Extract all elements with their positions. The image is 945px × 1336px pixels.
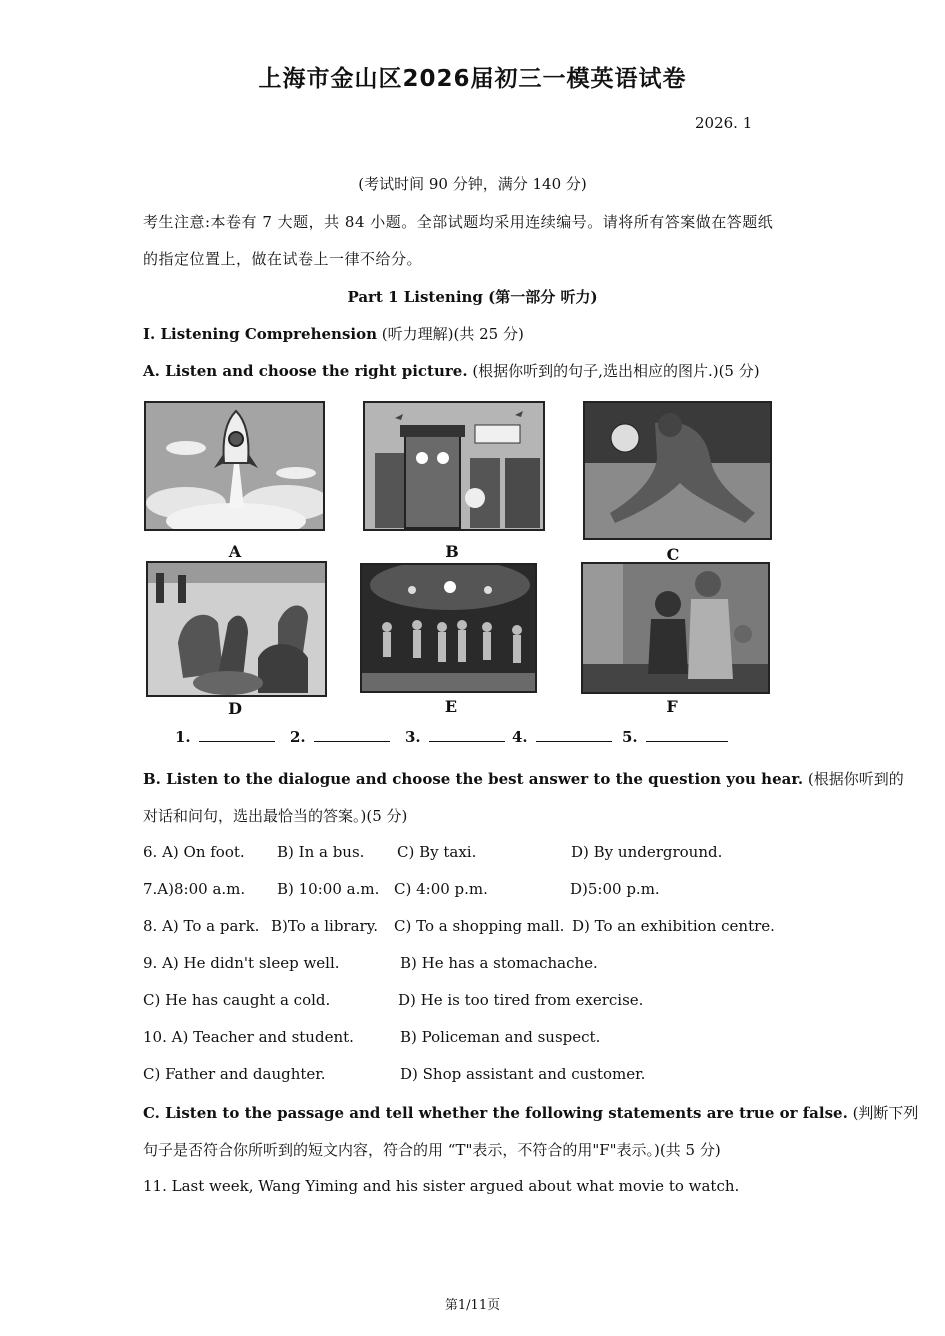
blank-1[interactable] <box>175 727 275 746</box>
picture-b-label: B <box>445 542 459 561</box>
q7-option-a: 7.A)8:00 a.m. <box>143 880 246 898</box>
recycling-bins-picture-icon <box>365 403 545 531</box>
picture-e-label: E <box>444 697 458 716</box>
blank-4[interactable] <box>512 727 612 746</box>
exam-date: 2026. 1 <box>695 114 753 132</box>
section-c-instruction-line-2: 句子是否符合你所听到的短文内容，符合的用 “T"表示，不符合的用"F"表示。)(共 5 分) <box>143 1141 721 1159</box>
notice-line-2: 的指定位置上，做在试卷上一律不给分。 <box>143 250 423 268</box>
picture-d-label: D <box>228 699 242 718</box>
section1-title: I. Listening Comprehension <box>143 325 378 343</box>
section1-heading <box>143 323 524 344</box>
page-number: 第1/11页 <box>444 1298 501 1313</box>
q10-option-a: 10. A) Teacher and student. <box>143 1028 354 1046</box>
section-a-instruction <box>143 360 760 381</box>
picture-a <box>144 401 325 531</box>
q10-option-d: D) Shop assistant and customer. <box>400 1065 646 1083</box>
blank-5-line[interactable] <box>646 727 728 742</box>
q9-option-d: D) He is too tired from exercise. <box>398 991 644 1009</box>
rocket-launch-picture-icon <box>146 403 325 531</box>
notice-line-1: 考生注意:本卷有 7 大题，共 84 小题。全部试题均采用连续编号。请将所有答案做在答题纸 <box>143 213 774 231</box>
section-c-instruction-line-1 <box>143 1102 918 1123</box>
blank-4-line[interactable] <box>536 727 612 742</box>
blank-2-number: 2. <box>290 728 306 746</box>
section-b-instruction-en: B. Listen to the dialogue and choose the best answer to the question you hear. <box>143 770 804 788</box>
picture-e <box>360 563 537 693</box>
q8-option-c: C) To a shopping mall. <box>394 917 565 935</box>
beach-volleyball-picture-icon <box>585 403 772 540</box>
picture-f <box>581 562 770 694</box>
q7-option-c: C) 4:00 p.m. <box>394 880 488 898</box>
q7-option-b: B) 10:00 a.m. <box>277 880 380 898</box>
family-outdoor-picture-icon <box>583 564 770 694</box>
q9-option-a: 9. A) He didn't sleep well. <box>143 954 340 972</box>
q9-option-b: B) He has a stomachache. <box>400 954 598 972</box>
blank-1-line[interactable] <box>199 727 275 742</box>
page-title: 上海市金山区2026届初三一模英语试卷 <box>258 66 687 92</box>
blank-3-number: 3. <box>405 728 421 746</box>
section-c-instruction-en: C. Listen to the passage and tell whether the following statements are true or false. <box>143 1104 848 1122</box>
q6-option-c: C) By taxi. <box>397 843 477 861</box>
blank-5[interactable] <box>622 727 728 746</box>
blank-5-number: 5. <box>622 728 638 746</box>
picture-b <box>363 401 545 531</box>
beach-cleanup-picture-icon <box>148 563 327 697</box>
section-b-instruction-cn: (根据你听到的 <box>807 770 904 788</box>
q11-statement: 11. Last week, Wang Yiming and his sister argued about what movie to watch. <box>143 1177 740 1195</box>
q9-option-c: C) He has caught a cold. <box>143 991 331 1009</box>
picture-d <box>146 561 327 697</box>
q6-option-b: B) In a bus. <box>277 843 365 861</box>
picture-c <box>583 401 772 540</box>
section-c-instruction-cn: (判断下列 <box>852 1104 919 1122</box>
stage-performance-picture-icon <box>362 565 537 693</box>
section1-subtitle: (听力理解)(共 25 分) <box>381 325 524 343</box>
picture-a-label: A <box>228 542 242 561</box>
blank-4-number: 4. <box>512 728 528 746</box>
q8-option-d: D) To an exhibition centre. <box>572 917 775 935</box>
section-a-instruction-en: A. Listen and choose the right picture. <box>143 362 468 380</box>
picture-c-label: C <box>666 545 680 564</box>
q6-option-a: 6. A) On foot. <box>143 843 245 861</box>
q6-option-d: D) By underground. <box>571 843 723 861</box>
blank-1-number: 1. <box>175 728 191 746</box>
section-b-instruction-line-2: 对话和问句，选出最恰当的答案。)(5 分) <box>143 807 408 825</box>
blank-2-line[interactable] <box>314 727 390 742</box>
q7-option-d: D)5:00 p.m. <box>570 880 660 898</box>
part1-title: Part 1 Listening (第一部分 听力) <box>347 288 598 306</box>
q8-option-b: B)To a library. <box>271 917 378 935</box>
section-a-instruction-cn: (根据你听到的句子,选出相应的图片.)(5 分) <box>472 362 760 380</box>
picture-f-label: F <box>666 697 678 716</box>
q10-option-b: B) Policeman and suspect. <box>400 1028 601 1046</box>
blank-3[interactable] <box>405 727 505 746</box>
section-b-instruction-line-1 <box>143 768 904 789</box>
q8-option-a: 8. A) To a park. <box>143 917 260 935</box>
blank-2[interactable] <box>290 727 390 746</box>
q10-option-c: C) Father and daughter. <box>143 1065 326 1083</box>
exam-info: (考试时间 90 分钟，满分 140 分) <box>358 175 587 193</box>
blank-3-line[interactable] <box>429 727 505 742</box>
